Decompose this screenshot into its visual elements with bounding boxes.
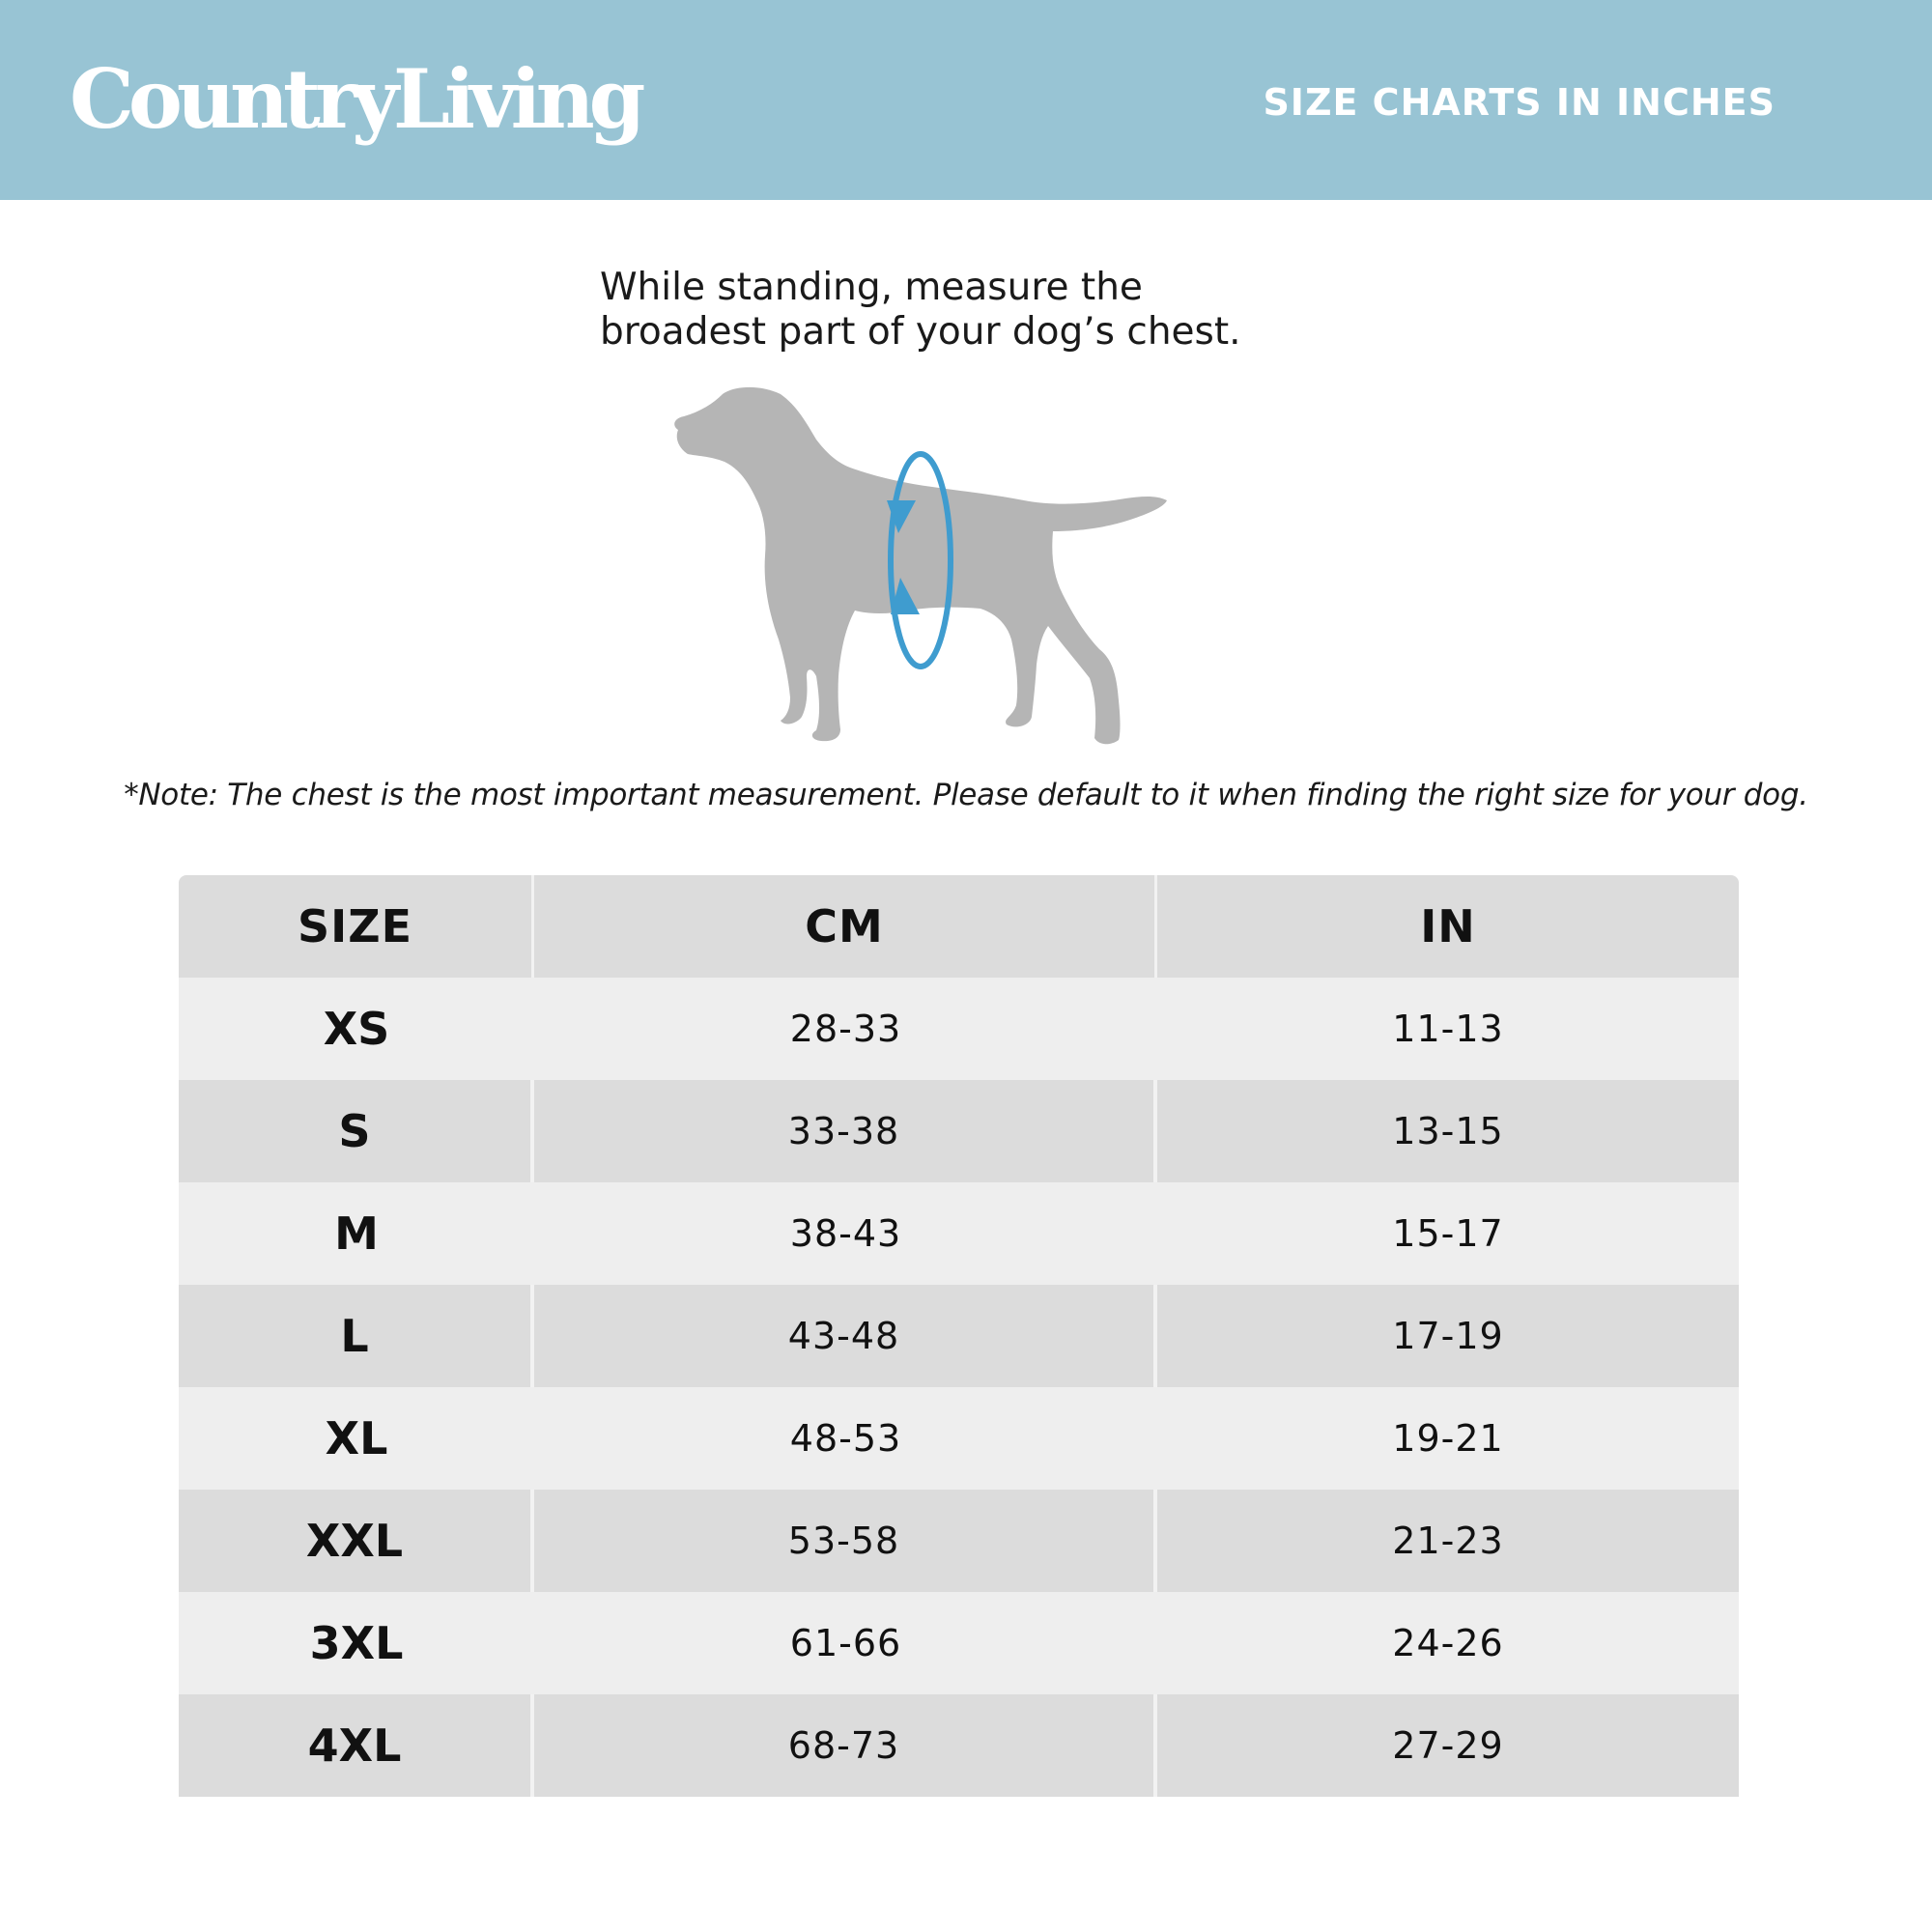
size-cell: S	[179, 1080, 534, 1182]
size-table	[179, 875, 1739, 1803]
table-row	[179, 1080, 1739, 1182]
in-cell: 27-29	[1392, 1724, 1504, 1767]
dog-body	[674, 387, 1167, 744]
column-header-in: IN	[1420, 900, 1476, 952]
size-cell: XXL	[179, 1490, 534, 1592]
table-row	[179, 978, 1739, 1080]
size-cell: 4XL	[179, 1694, 534, 1797]
cm-cell: 43-48	[534, 1285, 1157, 1387]
in-cell: 21-23	[1392, 1520, 1504, 1562]
page-title: SIZE CHARTS IN INCHES	[1263, 81, 1776, 124]
cm-cell: 38-43	[789, 1212, 902, 1255]
cm-cell: 53-58	[534, 1490, 1157, 1592]
in-cell: 11-13	[1392, 1008, 1504, 1050]
table-row	[179, 1694, 1739, 1797]
column-header-cm: CM	[534, 875, 1157, 978]
header-bar	[0, 0, 1932, 200]
cm-cell: 33-38	[534, 1080, 1157, 1182]
in-cell: 15-17	[1392, 1212, 1504, 1255]
cm-cell: 61-66	[789, 1622, 902, 1664]
measurement-note: *Note: The chest is the most important measurement. Please default to it when finding the right size for your dog.	[124, 778, 1808, 812]
cm-cell: 48-53	[789, 1417, 902, 1460]
table-header-row	[179, 875, 1739, 978]
table-row	[179, 1182, 1739, 1285]
size-cell: 3XL	[309, 1617, 404, 1669]
table-row	[179, 1285, 1739, 1387]
table-row	[179, 1387, 1739, 1490]
size-cell: M	[334, 1208, 379, 1260]
cm-cell: 68-73	[534, 1694, 1157, 1797]
size-cell: L	[179, 1285, 534, 1387]
in-cell: 13-15	[1392, 1110, 1504, 1152]
dog-silhouette-icon	[667, 386, 1188, 753]
measure-instruction	[600, 266, 1353, 355]
in-cell: 19-21	[1392, 1417, 1504, 1460]
in-cell: 17-19	[1392, 1315, 1504, 1357]
instruction-line-2: broadest part of your dog’s chest.	[600, 310, 1241, 354]
brand-logo[interactable]: CountryLiving	[70, 51, 640, 147]
table-row	[179, 1592, 1739, 1694]
size-cell: XL	[325, 1412, 388, 1464]
column-header-size: SIZE	[179, 875, 534, 978]
table-row	[179, 1490, 1739, 1592]
size-cell: XS	[323, 1003, 390, 1055]
instruction-line-1: While standing, measure the	[600, 266, 1143, 309]
in-cell: 24-26	[1392, 1622, 1504, 1664]
cm-cell: 28-33	[789, 1008, 902, 1050]
